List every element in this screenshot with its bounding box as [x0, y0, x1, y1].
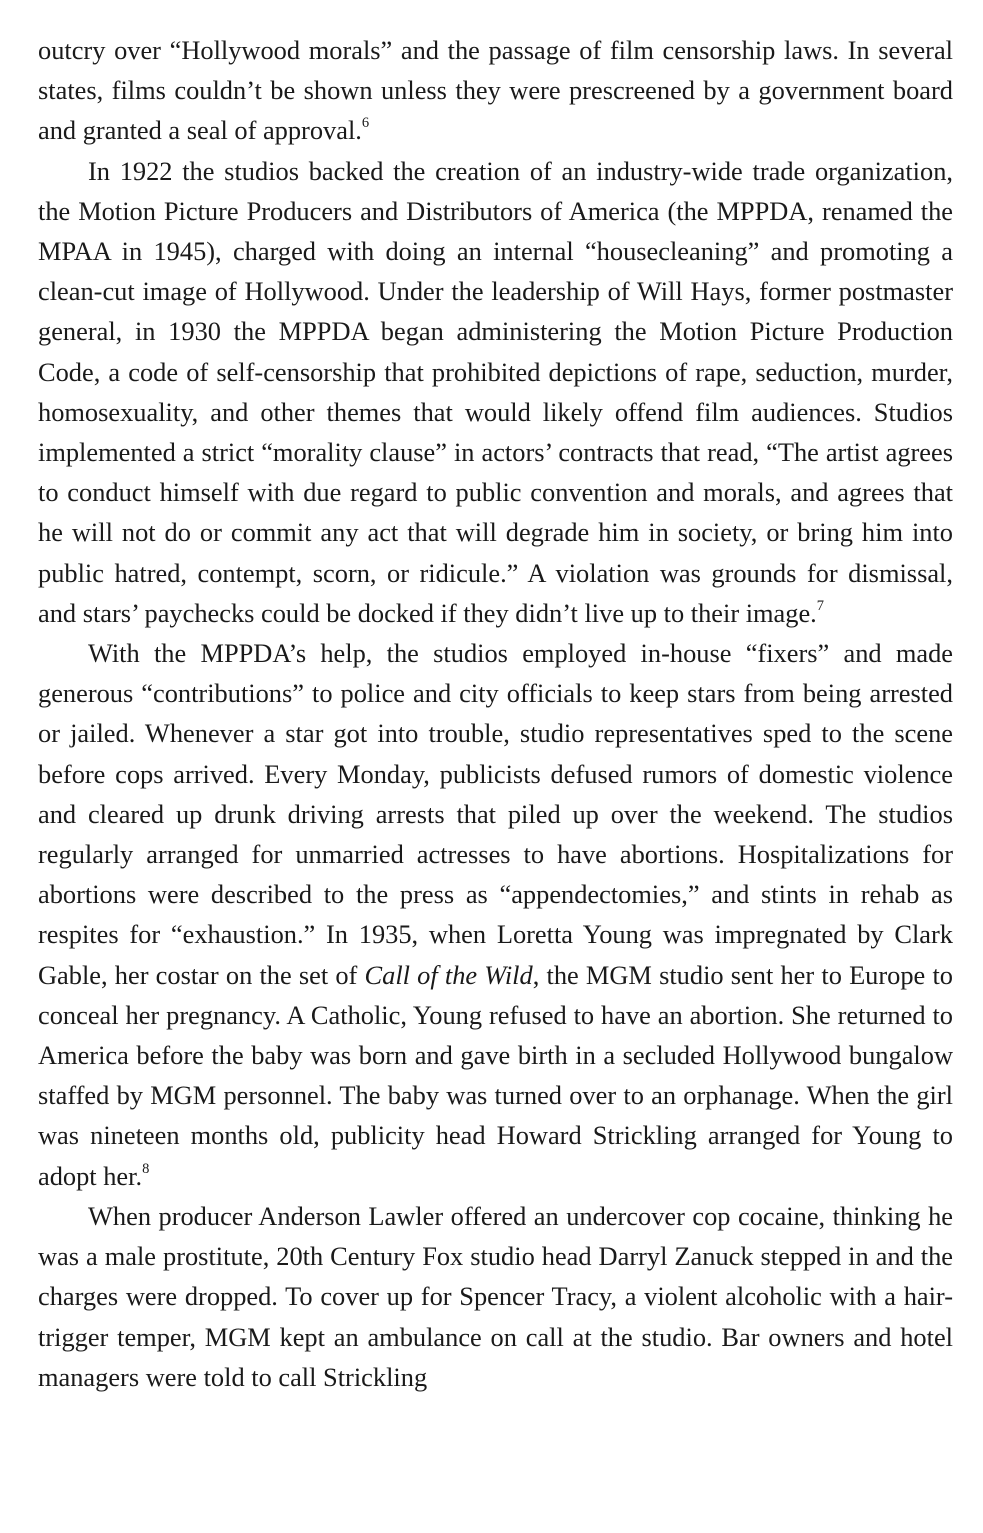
paragraph-4 — [38, 1196, 953, 1397]
film-title-italic: Call of the Wild — [364, 959, 533, 990]
paragraph-1 — [38, 30, 953, 151]
body-text — [38, 30, 953, 1397]
paragraph-text: In 1922 the studios backed the creation of an industry-wide trade organization, the Motion Picture Producers and Distributors of America (the MPPDA, renamed the MPAA in 1945), charged with doing an internal “housecleaning” and promoting a clean-cut image of Hollywood. Under the leadership of Will Hays, former postmaster general, in 1930 the MPPDA began administering the Motion Picture Production Code, a code of self-censorship that prohibited depictions of rape, seduction, murder, homosexuality, and other themes that would likely offend film audiences. Studios implemented a strict “morality clause” in actors’ contracts that read, “The artist agrees to conduct himself with due regard to public convention and morals, and agrees that he will not do or commit any act that will degrade him in society, or bring him into public hatred, contempt, scorn, or ridicule.” A violation was grounds for dismissal, and stars’ paychecks could be docked if they didn’t live up to their image. — [38, 155, 953, 628]
paragraph-text: outcry over “Hollywood morals” and the passage of film censorship laws. In several states, films couldn’t be shown unless they were prescreened by a government board and granted a seal of approval. — [38, 35, 953, 146]
paragraph-text: With the MPPDA’s help, the studios employed in-house “fixers” and made generous “contributions” to police and city officials to keep stars from being arrested or jailed. Whenever a star got into trouble, studio representatives sped to the scene before cops arrived. Every Monday, publicists defused rumors of domestic violence and cleared up drunk driving arrests that piled up over the weekend. The studios regularly arranged for unmarried actresses to have abortions. Hospitalizations for abortions were described to the press as “appendectomies,” and stints in rehab as respites for “exhaustion.” In 1935, when Loretta Young was impregnated by Clark Gable, her costar on the set of — [38, 638, 953, 990]
paragraph-2 — [38, 151, 953, 633]
paragraph-3 — [38, 633, 953, 1196]
footnote-marker-7: 7 — [816, 597, 825, 614]
paragraph-text: , the MGM studio sent her to Europe to conceal her pregnancy. A Catholic, Young refused to have an abortion. She returned to America before the baby was born and gave birth in a secluded Hollywood bungalow staffed by MGM personnel. The baby was turned over to an orphanage. When the girl was nineteen months old, publicity head Howard Strickling arranged for Young to adopt her. — [38, 959, 953, 1191]
footnote-marker-6: 6 — [361, 115, 370, 132]
footnote-marker-8: 8 — [142, 1160, 150, 1177]
paragraph-text: When producer Anderson Lawler offered an undercover cop cocaine, thinking he was a male prostitute, 20th Century Fox studio head Darryl Zanuck stepped in and the charges were dropped. To cover up for Spencer Tracy, a violent alcoholic with a hair-trigger temper, MGM kept an ambulance on call at the studio. Bar owners and hotel managers were told to call Strickling — [38, 1200, 953, 1392]
